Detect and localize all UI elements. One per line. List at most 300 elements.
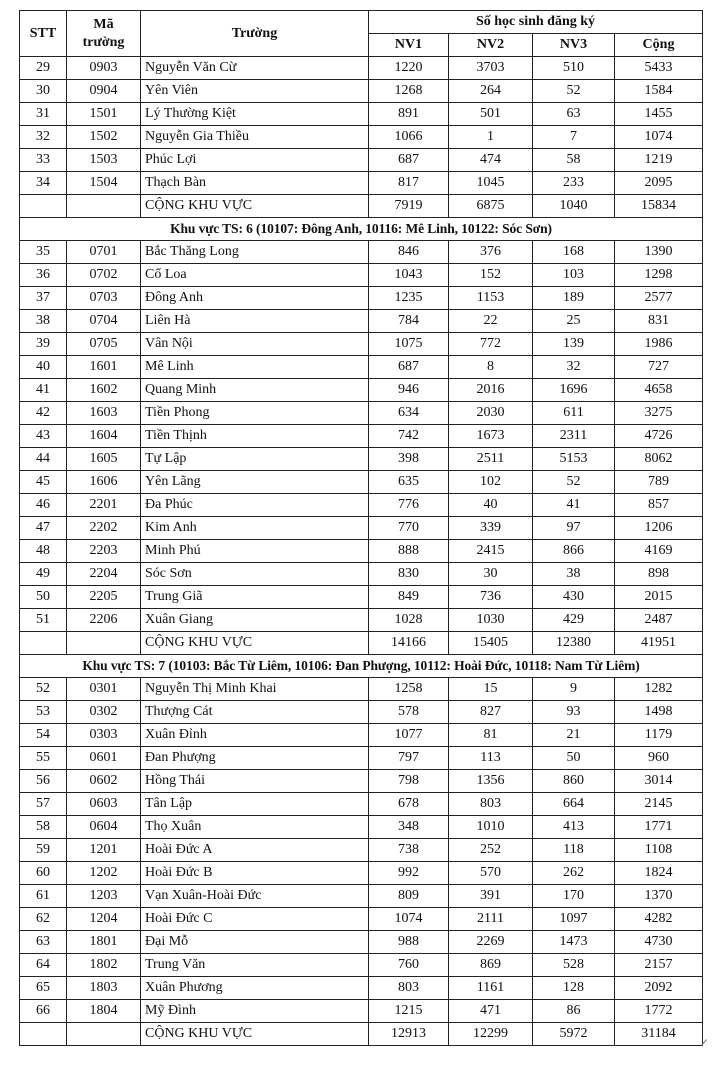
nv3-cell: 664	[533, 793, 615, 816]
nv1-cell: 809	[369, 885, 449, 908]
school-code-cell: 0705	[67, 333, 141, 356]
school-code-cell: 0604	[67, 816, 141, 839]
nv2-cell: 339	[449, 517, 533, 540]
nv1-cell: 1220	[369, 57, 449, 80]
school-code-cell: 2201	[67, 494, 141, 517]
nv2-cell: 2511	[449, 448, 533, 471]
school-name-cell: Hoài Đức A	[141, 839, 369, 862]
school-code-cell: 0303	[67, 724, 141, 747]
nv1-cell: 1043	[369, 264, 449, 287]
table-row	[20, 57, 703, 80]
region-total-row	[20, 1023, 703, 1046]
total-nv3-cell: 1040	[533, 195, 615, 218]
region-header-row	[20, 218, 703, 241]
school-name-cell: Vạn Xuân-Hoài Đức	[141, 885, 369, 908]
nv3-cell: 866	[533, 540, 615, 563]
total-cell: 4658	[615, 379, 703, 402]
stt-cell: 44	[20, 448, 67, 471]
school-code-cell: 1804	[67, 1000, 141, 1023]
table-row	[20, 724, 703, 747]
nv2-cell: 22	[449, 310, 533, 333]
table-row	[20, 126, 703, 149]
nv3-cell: 1097	[533, 908, 615, 931]
region-total-row	[20, 632, 703, 655]
stt-cell: 39	[20, 333, 67, 356]
nv3-cell: 2311	[533, 425, 615, 448]
stt-cell: 42	[20, 402, 67, 425]
school-code-cell: 1602	[67, 379, 141, 402]
nv1-cell: 891	[369, 103, 449, 126]
nv2-cell: 869	[449, 954, 533, 977]
nv2-cell: 501	[449, 103, 533, 126]
stt-cell: 51	[20, 609, 67, 632]
stt-cell: 62	[20, 908, 67, 931]
total-nv1-cell: 12913	[369, 1023, 449, 1046]
total-cell: 3014	[615, 770, 703, 793]
stt-cell: 30	[20, 80, 67, 103]
table-row	[20, 931, 703, 954]
school-name-cell: Phúc Lợi	[141, 149, 369, 172]
nv2-cell: 30	[449, 563, 533, 586]
total-cell: 8062	[615, 448, 703, 471]
region-total-label: CỘNG KHU VỰC	[141, 632, 369, 655]
nv1-cell: 988	[369, 931, 449, 954]
school-code-cell: 2203	[67, 540, 141, 563]
nv2-cell: 40	[449, 494, 533, 517]
school-name-cell: Xuân Phương	[141, 977, 369, 1000]
school-code-cell: 2204	[67, 563, 141, 586]
school-code-cell: 0904	[67, 80, 141, 103]
school-name-cell: Bắc Thăng Long	[141, 241, 369, 264]
total-cell: 1370	[615, 885, 703, 908]
nv1-cell: 1028	[369, 609, 449, 632]
nv3-cell: 139	[533, 333, 615, 356]
table-row	[20, 862, 703, 885]
school-name-cell: Tiền Phong	[141, 402, 369, 425]
stt-cell: 52	[20, 678, 67, 701]
total-nv1-cell: 7919	[369, 195, 449, 218]
total-cell: 2015	[615, 586, 703, 609]
table-row	[20, 310, 703, 333]
school-name-cell: Nguyễn Văn Cừ	[141, 57, 369, 80]
total-cell: 4730	[615, 931, 703, 954]
total-cell: 1206	[615, 517, 703, 540]
total-cong-cell: 15834	[615, 195, 703, 218]
stt-cell: 65	[20, 977, 67, 1000]
total-cell: 2092	[615, 977, 703, 1000]
table-row	[20, 816, 703, 839]
nv2-cell: 8	[449, 356, 533, 379]
school-code-cell: 1201	[67, 839, 141, 862]
total-cell: 2145	[615, 793, 703, 816]
stt-cell: 57	[20, 793, 67, 816]
table-row	[20, 356, 703, 379]
table-row	[20, 908, 703, 931]
empty-cell	[67, 632, 141, 655]
school-name-cell: Lý Thường Kiệt	[141, 103, 369, 126]
table-row	[20, 264, 703, 287]
total-cell: 831	[615, 310, 703, 333]
school-code-cell: 1502	[67, 126, 141, 149]
nv2-cell: 1673	[449, 425, 533, 448]
total-cell: 2577	[615, 287, 703, 310]
nv1-cell: 992	[369, 862, 449, 885]
stt-cell: 35	[20, 241, 67, 264]
nv3-cell: 7	[533, 126, 615, 149]
school-name-cell: Hoài Đức B	[141, 862, 369, 885]
school-code-cell: 1504	[67, 172, 141, 195]
nv2-cell: 391	[449, 885, 533, 908]
school-code-cell: 1803	[67, 977, 141, 1000]
nv2-cell: 2016	[449, 379, 533, 402]
nv1-cell: 1075	[369, 333, 449, 356]
stt-cell: 43	[20, 425, 67, 448]
nv1-cell: 803	[369, 977, 449, 1000]
school-name-cell: Thọ Xuân	[141, 816, 369, 839]
school-name-cell: Cổ Loa	[141, 264, 369, 287]
table-body	[20, 57, 703, 1046]
school-code-cell: 0601	[67, 747, 141, 770]
stt-cell: 66	[20, 1000, 67, 1023]
nv2-cell: 252	[449, 839, 533, 862]
empty-cell	[67, 195, 141, 218]
table-row	[20, 701, 703, 724]
stt-cell: 61	[20, 885, 67, 908]
region-total-label: CỘNG KHU VỰC	[141, 1023, 369, 1046]
table-row	[20, 149, 703, 172]
table-row	[20, 770, 703, 793]
table-row	[20, 425, 703, 448]
school-name-cell: Kim Anh	[141, 517, 369, 540]
stt-cell: 56	[20, 770, 67, 793]
school-name-cell: Đan Phượng	[141, 747, 369, 770]
region-header-row	[20, 655, 703, 678]
table-row	[20, 241, 703, 264]
table-row	[20, 333, 703, 356]
total-cell: 2095	[615, 172, 703, 195]
table-row	[20, 977, 703, 1000]
school-code-cell: 1802	[67, 954, 141, 977]
empty-cell	[20, 632, 67, 655]
empty-cell	[20, 195, 67, 218]
nv2-cell: 1153	[449, 287, 533, 310]
nv2-cell: 152	[449, 264, 533, 287]
table-row	[20, 471, 703, 494]
nv1-cell: 678	[369, 793, 449, 816]
nv3-cell: 262	[533, 862, 615, 885]
nv3-cell: 9	[533, 678, 615, 701]
nv1-cell: 760	[369, 954, 449, 977]
school-name-cell: Trung Văn	[141, 954, 369, 977]
nv3-cell: 118	[533, 839, 615, 862]
stt-cell: 32	[20, 126, 67, 149]
school-name-cell: Tự Lập	[141, 448, 369, 471]
stt-cell: 40	[20, 356, 67, 379]
nv2-cell: 81	[449, 724, 533, 747]
table-row	[20, 586, 703, 609]
school-name-cell: Liên Hà	[141, 310, 369, 333]
school-name-cell: Mê Linh	[141, 356, 369, 379]
nv3-cell: 611	[533, 402, 615, 425]
table-row	[20, 678, 703, 701]
table-row	[20, 80, 703, 103]
nv2-cell: 1	[449, 126, 533, 149]
table-row	[20, 379, 703, 402]
school-code-cell: 1501	[67, 103, 141, 126]
nv1-cell: 398	[369, 448, 449, 471]
stt-cell: 58	[20, 816, 67, 839]
nv2-cell: 474	[449, 149, 533, 172]
school-name-cell: Thạch Bàn	[141, 172, 369, 195]
school-name-cell: Nguyễn Thị Minh Khai	[141, 678, 369, 701]
nv2-cell: 2111	[449, 908, 533, 931]
total-cell: 1772	[615, 1000, 703, 1023]
school-name-cell: Xuân Đỉnh	[141, 724, 369, 747]
nv3-cell: 38	[533, 563, 615, 586]
school-name-cell: Nguyễn Gia Thiều	[141, 126, 369, 149]
total-cell: 1179	[615, 724, 703, 747]
nv2-cell: 803	[449, 793, 533, 816]
nv1-cell: 634	[369, 402, 449, 425]
school-name-cell: Yên Viên	[141, 80, 369, 103]
nv3-cell: 86	[533, 1000, 615, 1023]
school-code-cell: 1203	[67, 885, 141, 908]
nv1-cell: 1066	[369, 126, 449, 149]
school-code-cell: 1601	[67, 356, 141, 379]
stt-cell: 36	[20, 264, 67, 287]
region-total-row	[20, 195, 703, 218]
school-name-cell: Quang Minh	[141, 379, 369, 402]
total-cell: 1584	[615, 80, 703, 103]
empty-cell	[67, 1023, 141, 1046]
nv3-cell: 52	[533, 80, 615, 103]
nv2-cell: 471	[449, 1000, 533, 1023]
nv3-cell: 170	[533, 885, 615, 908]
school-code-cell: 2206	[67, 609, 141, 632]
school-name-cell: Minh Phú	[141, 540, 369, 563]
nv3-cell: 1473	[533, 931, 615, 954]
nv2-cell: 1030	[449, 609, 533, 632]
school-name-cell: Vân Nội	[141, 333, 369, 356]
stt-cell: 29	[20, 57, 67, 80]
stt-cell: 50	[20, 586, 67, 609]
nv2-cell: 772	[449, 333, 533, 356]
stt-cell: 48	[20, 540, 67, 563]
school-code-cell: 2202	[67, 517, 141, 540]
nv1-cell: 578	[369, 701, 449, 724]
nv3-cell: 189	[533, 287, 615, 310]
nv2-cell: 113	[449, 747, 533, 770]
school-code-cell: 0702	[67, 264, 141, 287]
table-row	[20, 563, 703, 586]
nv1-cell: 798	[369, 770, 449, 793]
header-so-hoc-sinh-dang-ky: Số học sinh đăng ký	[369, 11, 703, 34]
nv2-cell: 102	[449, 471, 533, 494]
nv2-cell: 264	[449, 80, 533, 103]
school-name-cell: Sóc Sơn	[141, 563, 369, 586]
nv2-cell: 15	[449, 678, 533, 701]
total-cell: 727	[615, 356, 703, 379]
nv3-cell: 233	[533, 172, 615, 195]
school-code-cell: 0302	[67, 701, 141, 724]
nv1-cell: 1077	[369, 724, 449, 747]
region-title: Khu vực TS: 7 (10103: Bắc Từ Liêm, 10106: Đan Phượng, 10112: Hoài Đức, 10118: Nam Từ Liêm)	[20, 655, 703, 678]
nv2-cell: 376	[449, 241, 533, 264]
school-name-cell: Đại Mỗ	[141, 931, 369, 954]
nv3-cell: 510	[533, 57, 615, 80]
nv3-cell: 58	[533, 149, 615, 172]
nv1-cell: 1258	[369, 678, 449, 701]
nv1-cell: 687	[369, 356, 449, 379]
total-cell: 1986	[615, 333, 703, 356]
total-cong-cell: 41951	[615, 632, 703, 655]
school-name-cell: Tiền Thịnh	[141, 425, 369, 448]
stt-cell: 54	[20, 724, 67, 747]
table-row	[20, 494, 703, 517]
total-cell: 3275	[615, 402, 703, 425]
school-name-cell: Tân Lập	[141, 793, 369, 816]
school-code-cell: 0701	[67, 241, 141, 264]
nv1-cell: 348	[369, 816, 449, 839]
nv1-cell: 784	[369, 310, 449, 333]
total-cell: 1108	[615, 839, 703, 862]
registration-table	[19, 10, 703, 1046]
header-ma-truong: Mã trường	[67, 11, 141, 57]
stt-cell: 60	[20, 862, 67, 885]
nv2-cell: 3703	[449, 57, 533, 80]
nv1-cell: 742	[369, 425, 449, 448]
total-cell: 1074	[615, 126, 703, 149]
header-truong: Trường	[141, 11, 369, 57]
school-code-cell: 0301	[67, 678, 141, 701]
nv1-cell: 888	[369, 540, 449, 563]
total-cell: 857	[615, 494, 703, 517]
total-cell: 898	[615, 563, 703, 586]
school-code-cell: 1801	[67, 931, 141, 954]
region-title: Khu vực TS: 6 (10107: Đông Anh, 10116: Mê Linh, 10122: Sóc Sơn)	[20, 218, 703, 241]
nv3-cell: 93	[533, 701, 615, 724]
nv3-cell: 1696	[533, 379, 615, 402]
school-code-cell: 1606	[67, 471, 141, 494]
total-nv3-cell: 12380	[533, 632, 615, 655]
nv3-cell: 50	[533, 747, 615, 770]
stt-cell: 37	[20, 287, 67, 310]
school-name-cell: Xuân Giang	[141, 609, 369, 632]
stt-cell: 33	[20, 149, 67, 172]
school-code-cell: 0603	[67, 793, 141, 816]
school-code-cell: 0704	[67, 310, 141, 333]
table-row	[20, 402, 703, 425]
table-row	[20, 448, 703, 471]
nv2-cell: 827	[449, 701, 533, 724]
table-row	[20, 609, 703, 632]
nv2-cell: 1010	[449, 816, 533, 839]
nv1-cell: 817	[369, 172, 449, 195]
stt-cell: 41	[20, 379, 67, 402]
nv1-cell: 846	[369, 241, 449, 264]
school-code-cell: 1605	[67, 448, 141, 471]
total-cell: 4282	[615, 908, 703, 931]
header-nv2: NV2	[449, 34, 533, 57]
total-cell: 1771	[615, 816, 703, 839]
nv3-cell: 97	[533, 517, 615, 540]
table-row	[20, 747, 703, 770]
stt-cell: 64	[20, 954, 67, 977]
school-code-cell: 2205	[67, 586, 141, 609]
nv2-cell: 1356	[449, 770, 533, 793]
header-nv1: NV1	[369, 34, 449, 57]
school-name-cell: Đa Phúc	[141, 494, 369, 517]
nv2-cell: 1161	[449, 977, 533, 1000]
nv1-cell: 1235	[369, 287, 449, 310]
nv3-cell: 128	[533, 977, 615, 1000]
table-row	[20, 103, 703, 126]
nv1-cell: 1268	[369, 80, 449, 103]
total-cell: 1455	[615, 103, 703, 126]
nv3-cell: 528	[533, 954, 615, 977]
nv1-cell: 830	[369, 563, 449, 586]
stt-cell: 46	[20, 494, 67, 517]
table-row	[20, 885, 703, 908]
nv1-cell: 1215	[369, 1000, 449, 1023]
nv3-cell: 41	[533, 494, 615, 517]
total-cell: 1824	[615, 862, 703, 885]
stt-cell: 59	[20, 839, 67, 862]
total-nv3-cell: 5972	[533, 1023, 615, 1046]
stt-cell: 53	[20, 701, 67, 724]
total-nv2-cell: 15405	[449, 632, 533, 655]
total-cell: 1298	[615, 264, 703, 287]
total-cell: 960	[615, 747, 703, 770]
stt-cell: 55	[20, 747, 67, 770]
table-row	[20, 540, 703, 563]
stt-cell: 45	[20, 471, 67, 494]
school-name-cell: Đông Anh	[141, 287, 369, 310]
nv2-cell: 1045	[449, 172, 533, 195]
nv3-cell: 63	[533, 103, 615, 126]
nv1-cell: 770	[369, 517, 449, 540]
school-code-cell: 1603	[67, 402, 141, 425]
total-cell: 2157	[615, 954, 703, 977]
stt-cell: 49	[20, 563, 67, 586]
total-nv2-cell: 12299	[449, 1023, 533, 1046]
nv3-cell: 429	[533, 609, 615, 632]
nv3-cell: 168	[533, 241, 615, 264]
school-name-cell: Yên Lãng	[141, 471, 369, 494]
table-row	[20, 839, 703, 862]
table-row	[20, 287, 703, 310]
total-cell: 5433	[615, 57, 703, 80]
nv3-cell: 5153	[533, 448, 615, 471]
school-code-cell: 1503	[67, 149, 141, 172]
total-cell: 1282	[615, 678, 703, 701]
nv3-cell: 430	[533, 586, 615, 609]
header-nv3: NV3	[533, 34, 615, 57]
total-cell: 1498	[615, 701, 703, 724]
nv2-cell: 736	[449, 586, 533, 609]
nv3-cell: 21	[533, 724, 615, 747]
nv2-cell: 2030	[449, 402, 533, 425]
stt-cell: 47	[20, 517, 67, 540]
school-name-cell: Hồng Thái	[141, 770, 369, 793]
total-cell: 4726	[615, 425, 703, 448]
header-stt: STT	[20, 11, 67, 57]
total-nv1-cell: 14166	[369, 632, 449, 655]
nv3-cell: 25	[533, 310, 615, 333]
table-header	[20, 11, 703, 57]
region-total-label: CỘNG KHU VỰC	[141, 195, 369, 218]
total-cell: 789	[615, 471, 703, 494]
